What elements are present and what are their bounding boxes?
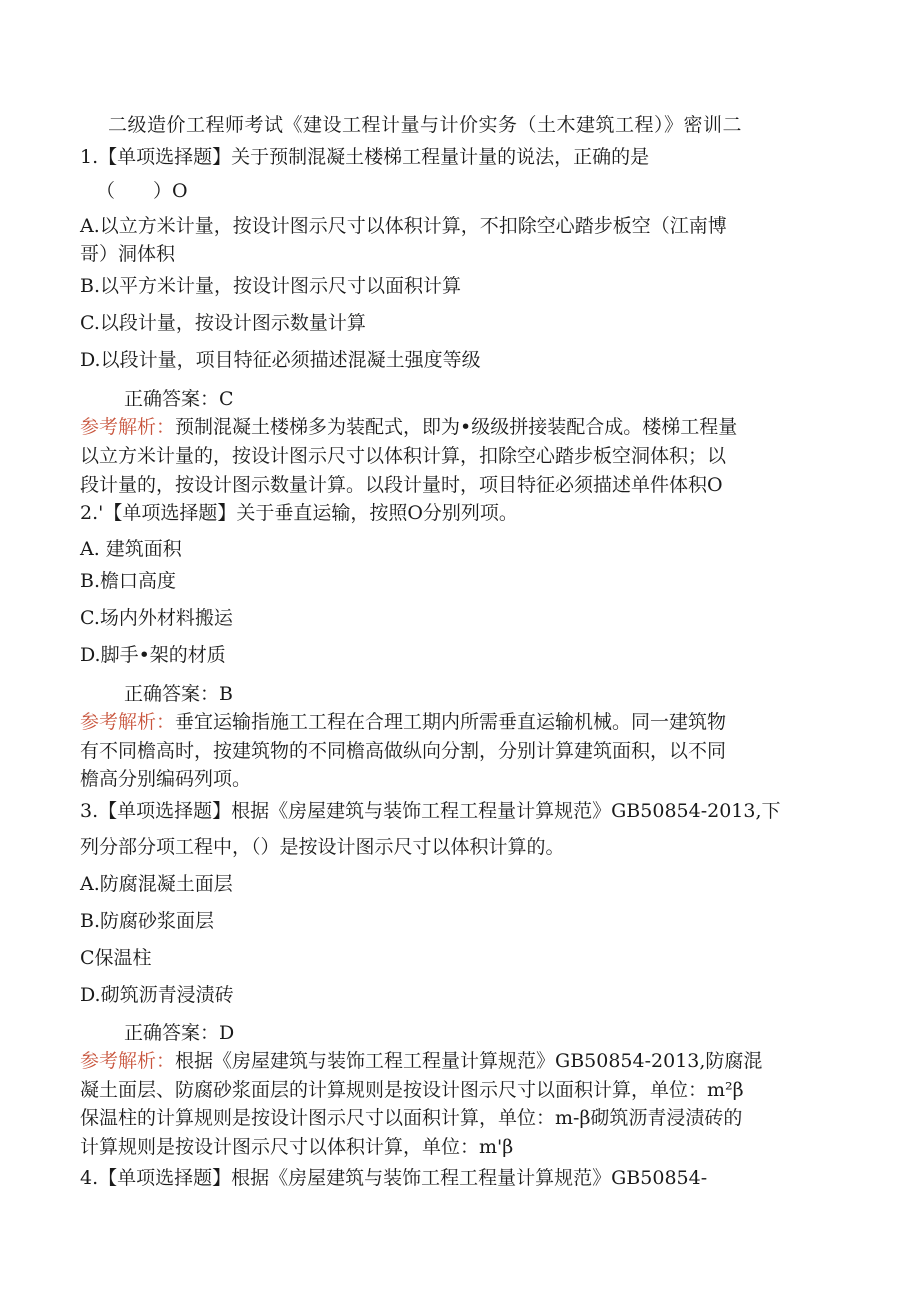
question-2-option-d: D.脚手•架的材质	[80, 644, 226, 666]
question-2-option-a: A. 建筑面积	[80, 538, 182, 560]
question-3-analysis-line-1: 参考解析：根据《房屋建筑与装饰工程工程量计算规范》GB50854-2013,防腐混	[80, 1050, 763, 1072]
question-1-option-a-cont: 哥）洞体积	[80, 243, 176, 265]
question-2-analysis-line-1: 参考解析：垂宜运输指施工工程在合理工期内所需垂直运输机械。同一建筑物	[80, 711, 727, 733]
question-2-analysis-line-2: 有不同檐高时，按建筑物的不同檐高做纵向分割，分别计算建筑面积，以不同	[80, 740, 727, 762]
question-3-option-a: A.防腐混凝土面层	[80, 873, 233, 895]
question-2-answer: 正确答案：B	[124, 683, 233, 705]
question-3-analysis-line-3: 保温柱的计算规则是按设计图示尺寸以面积计算，单位：m-β砌筑沥青浸渍砖的	[80, 1107, 743, 1129]
question-4-stem: 4.【单项选择题】根据《房屋建筑与装饰工程工程量计算规范》GB50854-	[80, 1167, 708, 1189]
question-1-analysis-line-1: 参考解析：预制混凝土楼梯多为装配式，即为•级级拼接装配合成。楼梯工程量	[80, 416, 738, 438]
question-1-analysis-line-3: 段计量的，按设计图示数量计算。以段计量时，项目特征必须描述单件体积O	[80, 474, 723, 496]
question-2-stem: 2.'【单项选择题】关于垂直运输，按照O分别列项。	[80, 502, 518, 524]
question-1-answer: 正确答案：C	[124, 388, 234, 410]
question-3-analysis-line-2: 凝土面层、防腐砂浆面层的计算规则是按设计图示尺寸以面积计算，单位：m²β	[80, 1079, 744, 1101]
analysis-label: 参考解析：	[80, 1050, 176, 1072]
question-1-stem: 1.【单项选择题】关于预制混凝土楼梯工程量计量的说法，正确的是	[80, 146, 650, 168]
document-title: 二级造价工程师考试《建设工程计量与计价实务（土木建筑工程）》密训二	[108, 114, 743, 136]
analysis-label: 参考解析：	[80, 711, 176, 733]
question-3-option-c: C保温柱	[80, 947, 152, 969]
question-1-option-c: C.以段计量，按设计图示数量计算	[80, 312, 366, 334]
question-2-option-c: C.场内外材料搬运	[80, 607, 233, 629]
question-2-option-b: B.檐口高度	[80, 570, 177, 592]
question-1-option-a: A.以立方米计量，按设计图示尺寸以体积计算，不扣除空心踏步板空（江南博	[80, 215, 727, 237]
question-3-stem-cont: 列分部分项工程中，（）是按设计图示尺寸以体积计算的。	[80, 836, 565, 858]
question-3-answer: 正确答案：D	[124, 1022, 235, 1044]
question-3-analysis-line-4: 计算规则是按设计图示尺寸以体积计算，单位：m'β	[80, 1136, 514, 1158]
question-1-option-d: D.以段计量，项目特征必须描述混凝土强度等级	[80, 349, 481, 371]
question-1-option-b: B.以平方米计量，按设计图示尺寸以面积计算	[80, 275, 462, 297]
analysis-label: 参考解析：	[80, 416, 176, 438]
question-3-option-b: B.防腐砂浆面层	[80, 910, 215, 932]
question-2-analysis-line-3: 檐高分别编码列项。	[80, 768, 252, 790]
question-1-stem-blank: （ ）O	[96, 180, 188, 202]
question-3-option-d: D.砌筑沥青浸渍砖	[80, 984, 234, 1006]
question-1-analysis-line-2: 以立方米计量的，按设计图示尺寸以体积计算，扣除空心踏步板空洞体积；以	[80, 445, 727, 467]
question-3-stem: 3.【单项选择题】根据《房屋建筑与装饰工程工程量计算规范》GB50854-2013,下	[80, 800, 781, 822]
